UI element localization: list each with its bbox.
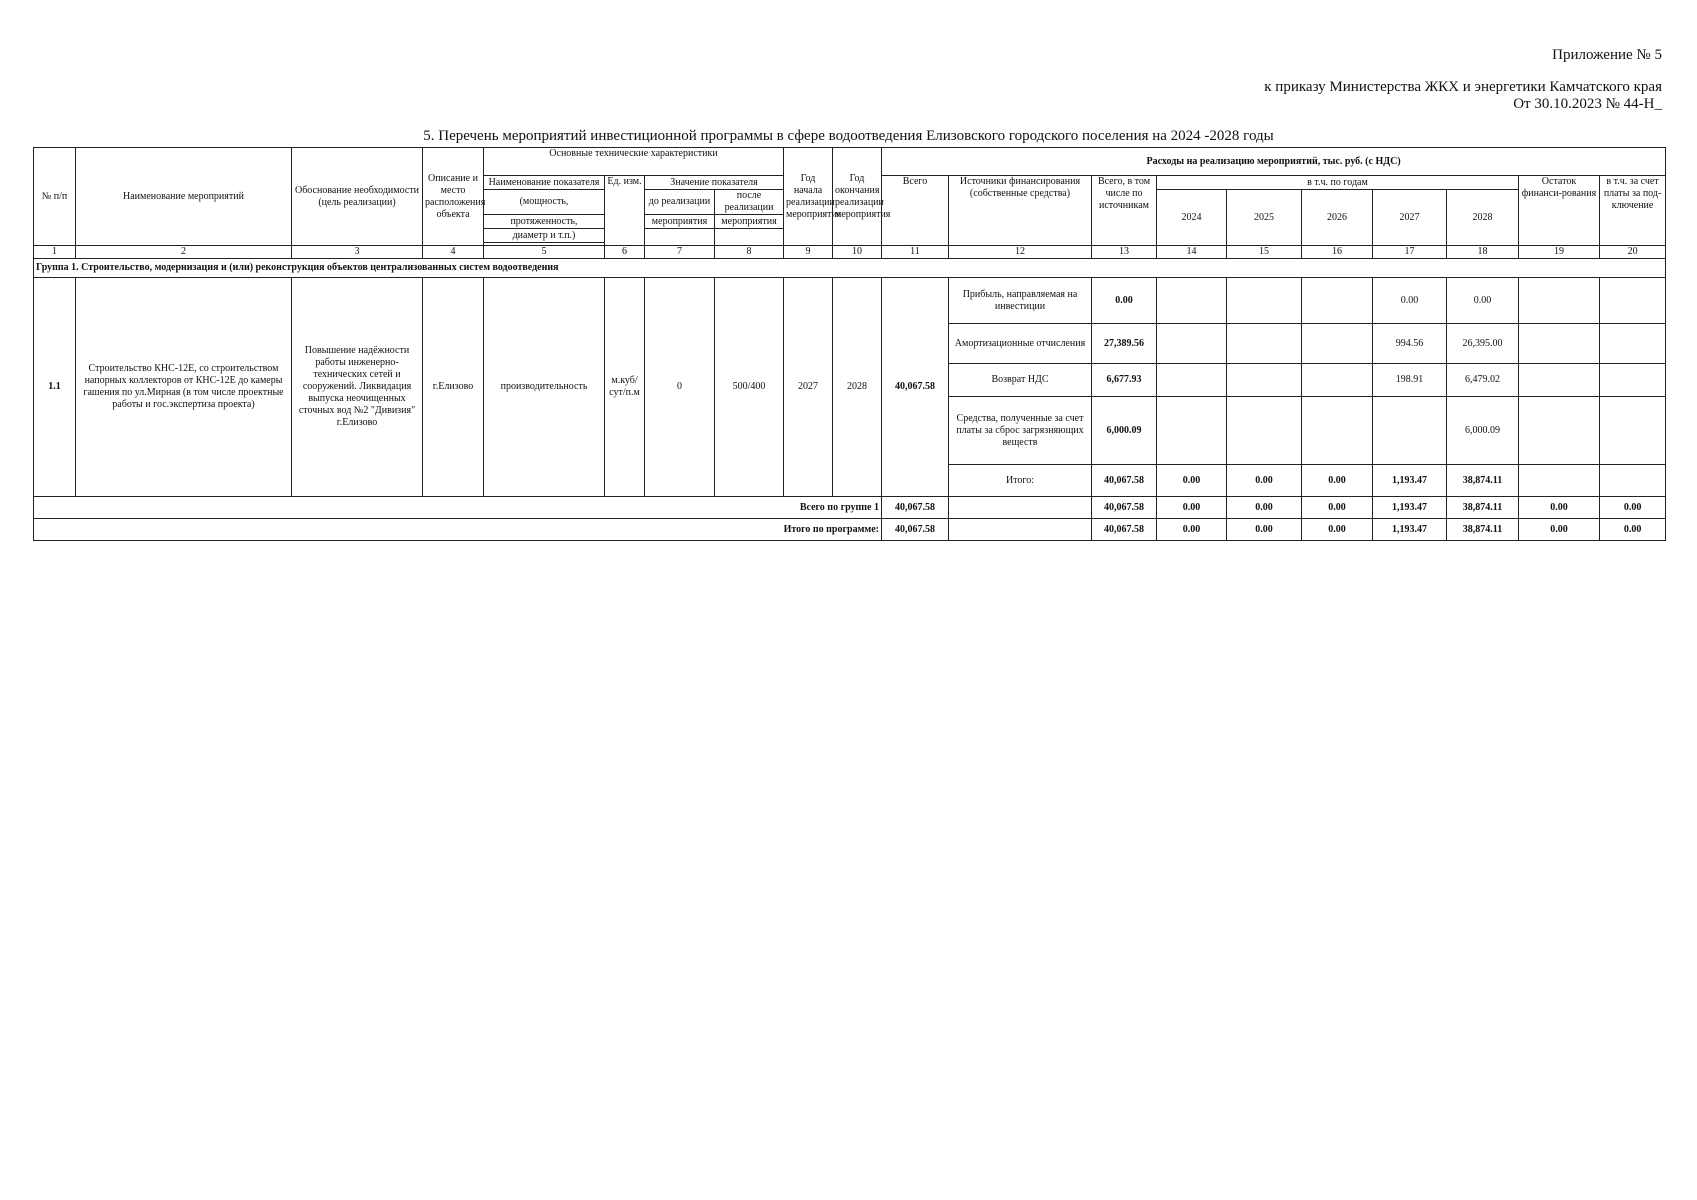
source-2024: 0.00 (1157, 465, 1227, 497)
col-number: 2 (76, 246, 292, 259)
item-name: Строительство КНС-12Е, со строительством напорных коллекторов от КНС-12Е до камеры гашения по ул.Мирная (в том числе проектные работы и гос.экспертиза проекта) (76, 278, 292, 497)
source-name: Возврат НДС (949, 364, 1092, 397)
col-param-name-header: Наименование показателя (484, 176, 605, 190)
col-number: 14 (1157, 246, 1227, 259)
col-total-header: Всего (882, 176, 949, 246)
group-total-connection: 0.00 (1600, 497, 1666, 519)
source-2027: 994.56 (1373, 324, 1447, 364)
col-param-name-line4: диаметр и т.п.) (484, 229, 605, 243)
item-number: 1.1 (34, 278, 76, 497)
col-connection-header: в т.ч. за счет платы за под-ключение (1600, 176, 1666, 246)
col-after-line2: мероприятия (715, 215, 784, 229)
col-2027-header: 2027 (1373, 190, 1447, 246)
col-by-years-header: в т.ч. по годам (1157, 176, 1519, 190)
group-total-row (34, 497, 1666, 519)
item-before: 0 (645, 278, 715, 497)
source-2028: 38,874.11 (1447, 465, 1519, 497)
col-reason-header: Обоснование необходимости (цель реализации) (292, 148, 423, 246)
source-2025 (1227, 324, 1302, 364)
order-line-2: От 30.10.2023 № 44-Н_ (1513, 96, 1662, 112)
source-2024 (1157, 397, 1227, 465)
program-total-2024: 0.00 (1157, 519, 1227, 541)
col-number: 11 (882, 246, 949, 259)
col-unit-header: Ед. изм. (605, 176, 645, 246)
source-2026 (1302, 278, 1373, 324)
col-total-by-sources-header: Всего, в том числе по источникам (1092, 176, 1157, 246)
col-tech-header: Основные технические характеристики (484, 148, 784, 176)
source-2027 (1373, 397, 1447, 465)
group-total-sum: 40,067.58 (1092, 497, 1157, 519)
source-2026 (1302, 364, 1373, 397)
col-remainder-header: Остаток финанси-рования (1519, 176, 1600, 246)
source-total: 6,000.09 (1092, 397, 1157, 465)
group-total-label: Всего по группе 1 (34, 497, 882, 519)
group-total-2024: 0.00 (1157, 497, 1227, 519)
col-number: 17 (1373, 246, 1447, 259)
document-title: 5. Перечень мероприятий инвестиционной программы в сфере водоотведения Елизовского городского поселения на 2024 -2028 годы (423, 128, 1274, 144)
col-before-line2: мероприятия (645, 215, 715, 229)
source-remainder (1519, 324, 1600, 364)
group-total-value: 40,067.58 (882, 497, 949, 519)
source-remainder (1519, 364, 1600, 397)
col-number: 1 (34, 246, 76, 259)
item-total: 40,067.58 (882, 278, 949, 497)
source-2027: 1,193.47 (1373, 465, 1447, 497)
order-line-1: к приказу Министерства ЖКХ и энергетики Камчатского края (1264, 79, 1662, 95)
col-year-end-header: Год окончания реализации мероприятия (833, 148, 882, 246)
source-remainder (1519, 278, 1600, 324)
order-reference (1264, 79, 1662, 113)
col-after-spacer (715, 229, 784, 246)
source-2026 (1302, 397, 1373, 465)
source-2027: 0.00 (1373, 278, 1447, 324)
source-remainder (1519, 397, 1600, 465)
col-before-header: до реализации (645, 190, 715, 215)
source-remainder (1519, 465, 1600, 497)
source-2024 (1157, 324, 1227, 364)
item-after: 500/400 (715, 278, 784, 497)
source-name: Прибыль, направляемая на инвестиции (949, 278, 1092, 324)
col-2025-header: 2025 (1227, 190, 1302, 246)
col-number: 18 (1447, 246, 1519, 259)
col-num-header: № п/п (34, 148, 76, 246)
program-total-remainder: 0.00 (1519, 519, 1600, 541)
col-number: 6 (605, 246, 645, 259)
col-number: 13 (1092, 246, 1157, 259)
col-number: 15 (1227, 246, 1302, 259)
col-name-header: Наименование мероприятий (76, 148, 292, 246)
source-2025 (1227, 364, 1302, 397)
col-year-start-header: Год начала реализации мероприятия (784, 148, 833, 246)
source-connection (1600, 397, 1666, 465)
item-year-start: 2027 (784, 278, 833, 497)
col-number: 20 (1600, 246, 1666, 259)
col-number: 3 (292, 246, 423, 259)
program-total-label: Итого по программе: (34, 519, 882, 541)
item-reason: Повышение надёжности работы инженерно-технических сетей и сооружений. Ликвидация выпуска неочищенных сточных вод №2 "Дивизия" г.Елизово (292, 278, 423, 497)
column-numbers-row (34, 246, 1666, 259)
col-number: 4 (423, 246, 484, 259)
source-name: Итого: (949, 465, 1092, 497)
col-expenses-header: Расходы на реализацию мероприятий, тыс. руб. (с НДС) (882, 148, 1666, 176)
col-location-header: Описание и место расположения объекта (423, 148, 484, 246)
program-total-connection: 0.00 (1600, 519, 1666, 541)
source-2025 (1227, 397, 1302, 465)
source-name: Средства, полученные за счет платы за сброс загрязняющих веществ (949, 397, 1092, 465)
program-total-value: 40,067.58 (882, 519, 949, 541)
col-2024-header: 2024 (1157, 190, 1227, 246)
source-2026 (1302, 324, 1373, 364)
source-2025: 0.00 (1227, 465, 1302, 497)
source-name: Амортизационные отчисления (949, 324, 1092, 364)
source-total: 40,067.58 (1092, 465, 1157, 497)
item-year-end: 2028 (833, 278, 882, 497)
source-2025 (1227, 278, 1302, 324)
source-total: 6,677.93 (1092, 364, 1157, 397)
investment-program-table (33, 147, 1666, 541)
col-2026-header: 2026 (1302, 190, 1373, 246)
group-total-remainder: 0.00 (1519, 497, 1600, 519)
source-2028: 26,395.00 (1447, 324, 1519, 364)
col-after-header: после реализации (715, 190, 784, 215)
source-connection (1600, 278, 1666, 324)
col-number: 7 (645, 246, 715, 259)
program-total-2025: 0.00 (1227, 519, 1302, 541)
col-param-name-line3: протяженность, (484, 215, 605, 229)
col-number: 10 (833, 246, 882, 259)
program-total-2027: 1,193.47 (1373, 519, 1447, 541)
col-number: 9 (784, 246, 833, 259)
col-sources-header: Источники финансирования (собственные средства) (949, 176, 1092, 246)
group-total-2025: 0.00 (1227, 497, 1302, 519)
source-2027: 198.91 (1373, 364, 1447, 397)
program-total-2028: 38,874.11 (1447, 519, 1519, 541)
group-total-sources (949, 497, 1092, 519)
source-connection (1600, 364, 1666, 397)
table-row (34, 278, 1666, 324)
group-total-2027: 1,193.47 (1373, 497, 1447, 519)
source-2026: 0.00 (1302, 465, 1373, 497)
col-number: 19 (1519, 246, 1600, 259)
col-number: 16 (1302, 246, 1373, 259)
col-2028-header: 2028 (1447, 190, 1519, 246)
col-value-header: Значение показателя (645, 176, 784, 190)
col-param-name-line2: (мощность, (484, 190, 605, 215)
source-connection (1600, 324, 1666, 364)
source-total: 0.00 (1092, 278, 1157, 324)
program-total-row (34, 519, 1666, 541)
source-2028: 0.00 (1447, 278, 1519, 324)
item-location: г.Елизово (423, 278, 484, 497)
program-total-2026: 0.00 (1302, 519, 1373, 541)
source-connection (1600, 465, 1666, 497)
source-2024 (1157, 364, 1227, 397)
program-total-sources (949, 519, 1092, 541)
group-title: Группа 1. Строительство, модернизация и (или) реконструкция объектов централизованных систем водоотведения (34, 259, 1666, 278)
item-unit: м.куб/сут/п.м (605, 278, 645, 497)
col-number: 12 (949, 246, 1092, 259)
group-total-2028: 38,874.11 (1447, 497, 1519, 519)
appendix-number: Приложение № 5 (1552, 47, 1662, 63)
source-2028: 6,000.09 (1447, 397, 1519, 465)
col-number: 5 (484, 246, 605, 259)
source-2024 (1157, 278, 1227, 324)
program-total-sum: 40,067.58 (1092, 519, 1157, 541)
col-before-spacer (645, 229, 715, 246)
source-total: 27,389.56 (1092, 324, 1157, 364)
group-total-2026: 0.00 (1302, 497, 1373, 519)
col-number: 8 (715, 246, 784, 259)
source-2028: 6,479.02 (1447, 364, 1519, 397)
item-param: производительность (484, 278, 605, 497)
